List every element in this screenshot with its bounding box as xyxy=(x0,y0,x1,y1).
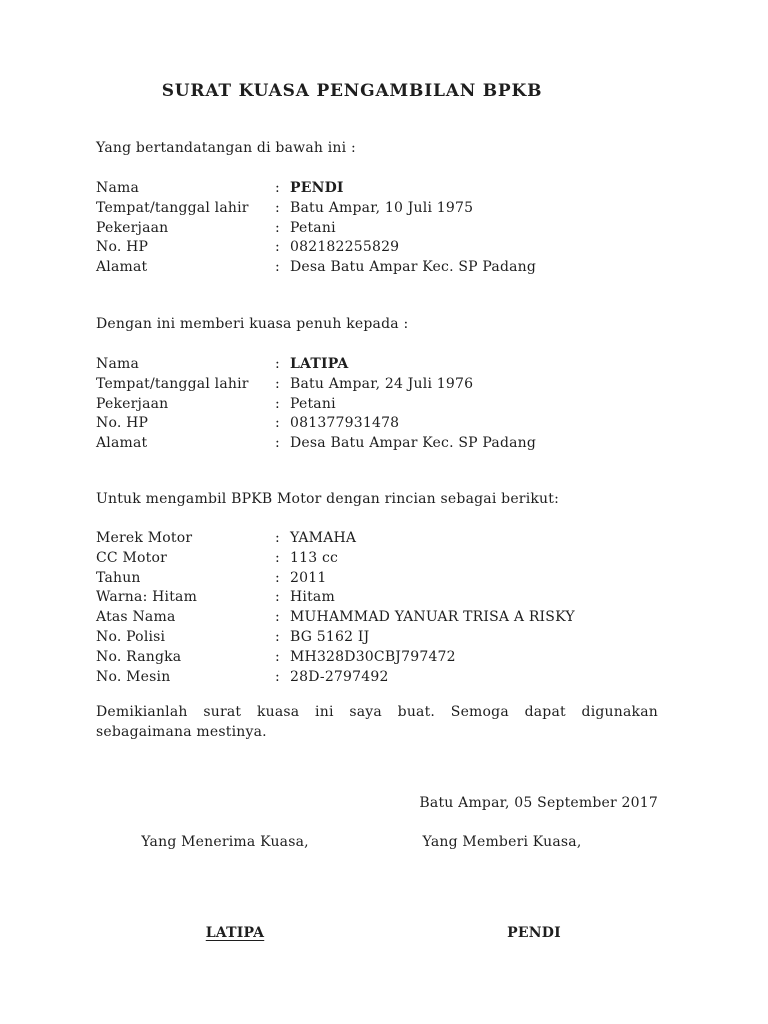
dateline: Batu Ampar, 05 September 2017 xyxy=(419,795,658,811)
field-row xyxy=(96,628,658,648)
field-colon: : xyxy=(275,530,280,546)
signature-roles-row xyxy=(0,832,768,852)
field-row xyxy=(96,355,658,375)
vehicle-fields-list xyxy=(96,529,658,687)
field-row xyxy=(96,549,658,569)
field-value: Petani xyxy=(290,219,336,236)
field-value: 081377931478 xyxy=(290,415,400,432)
field-value: BG 5162 IJ xyxy=(290,628,370,645)
field-row xyxy=(96,219,658,239)
field-value: 113 cc xyxy=(290,549,339,566)
field-row xyxy=(96,588,658,608)
field-colon: : xyxy=(275,628,280,645)
field-colon: : xyxy=(275,180,280,196)
field-label: Alamat xyxy=(96,435,148,452)
field-label: No. Rangka xyxy=(96,648,182,665)
field-value: PENDI xyxy=(290,180,344,196)
intro-line: Yang bertandatangan di bawah ini : xyxy=(96,140,356,156)
field-colon: : xyxy=(275,219,280,236)
field-value: 2011 xyxy=(290,569,327,586)
field-value: MH328D30CBJ797472 xyxy=(290,648,456,665)
field-label: No. HP xyxy=(96,239,149,256)
field-label: Atas Nama xyxy=(96,609,176,626)
field-row xyxy=(96,179,658,199)
closing-line-2: sebagaimana mestinya. xyxy=(96,723,267,740)
field-colon: : xyxy=(275,356,280,372)
field-row xyxy=(96,199,658,219)
closing-paragraph xyxy=(96,703,658,743)
field-colon: : xyxy=(275,668,280,685)
field-colon: : xyxy=(275,375,280,392)
field-colon: : xyxy=(275,589,280,606)
field-row xyxy=(96,648,658,668)
giver-name: PENDI xyxy=(507,925,561,941)
field-value: YAMAHA xyxy=(290,530,357,546)
field-label: Pekerjaan xyxy=(96,395,169,412)
grantee-fields-list xyxy=(96,355,658,454)
field-label: Merek Motor xyxy=(96,530,193,546)
field-value: Desa Batu Ampar Kec. SP Padang xyxy=(290,435,537,452)
field-row xyxy=(96,668,658,688)
field-label: Nama xyxy=(96,356,140,372)
field-colon: : xyxy=(275,395,280,412)
field-value: Desa Batu Ampar Kec. SP Padang xyxy=(290,259,537,276)
field-label: Tempat/tanggal lahir xyxy=(96,375,249,392)
grantor-fields-list xyxy=(96,179,658,278)
field-label: Nama xyxy=(96,180,140,196)
field-value: LATIPA xyxy=(290,356,349,372)
field-colon: : xyxy=(275,435,280,452)
field-row xyxy=(96,569,658,589)
field-value: Hitam xyxy=(290,589,335,606)
field-row xyxy=(96,414,658,434)
field-colon: : xyxy=(275,648,280,665)
field-value: Batu Ampar, 24 Juli 1976 xyxy=(290,375,474,392)
field-label: CC Motor xyxy=(96,549,167,566)
field-label: Tempat/tanggal lahir xyxy=(96,199,249,216)
field-label: No. HP xyxy=(96,415,149,432)
field-value: Petani xyxy=(290,395,336,412)
field-label: Warna: Hitam xyxy=(96,589,198,606)
field-row xyxy=(96,395,658,415)
field-colon: : xyxy=(275,569,280,586)
field-value: MUHAMMAD YANUAR TRISA A RISKY xyxy=(290,609,575,626)
field-value: Batu Ampar, 10 Juli 1975 xyxy=(290,199,474,216)
field-colon: : xyxy=(275,199,280,216)
closing-line-1: Demikianlah surat kuasa ini saya buat. Semoga dapat digunakan xyxy=(96,704,658,720)
field-colon: : xyxy=(275,609,280,626)
field-value: 082182255829 xyxy=(290,239,400,256)
field-value: 28D-2797492 xyxy=(290,668,389,685)
grant-clause-line: Dengan ini memberi kuasa penuh kepada : xyxy=(96,316,409,332)
field-row xyxy=(96,238,658,258)
field-label: Alamat xyxy=(96,259,148,276)
field-colon: : xyxy=(275,549,280,566)
field-label: Tahun xyxy=(96,569,141,586)
receiver-name: LATIPA xyxy=(205,925,265,941)
document-title: SURAT KUASA PENGAMBILAN BPKB xyxy=(161,81,543,101)
receiver-role-label: Yang Menerima Kuasa, xyxy=(141,834,309,850)
field-row xyxy=(96,375,658,395)
field-row xyxy=(96,529,658,549)
field-row xyxy=(96,608,658,628)
field-label: Pekerjaan xyxy=(96,219,169,236)
field-label: No. Polisi xyxy=(96,628,166,645)
field-row xyxy=(96,434,658,454)
field-colon: : xyxy=(275,259,280,276)
field-colon: : xyxy=(275,239,280,256)
field-label: No. Mesin xyxy=(96,668,171,685)
purpose-clause-line: Untuk mengambil BPKB Motor dengan rincian sebagai berikut: xyxy=(96,491,560,507)
giver-role-label: Yang Memberi Kuasa, xyxy=(422,834,582,850)
signature-names-row xyxy=(0,923,768,943)
field-colon: : xyxy=(275,415,280,432)
field-row xyxy=(96,258,658,278)
